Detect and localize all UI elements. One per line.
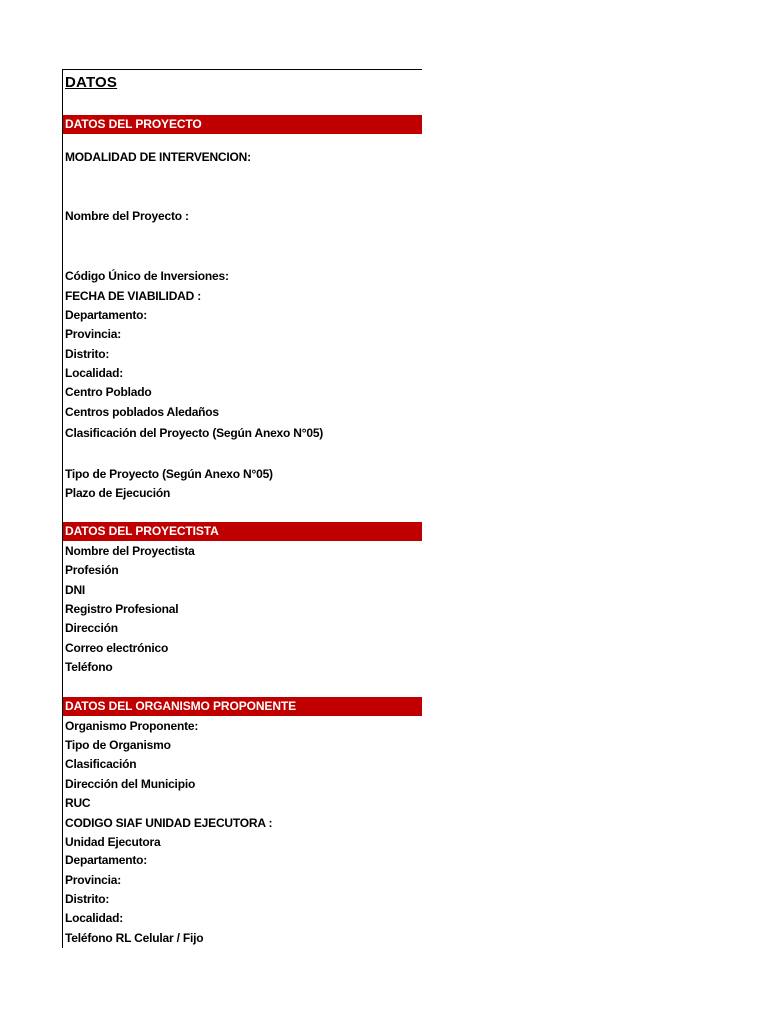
- field-telefono: Teléfono: [65, 660, 113, 674]
- field-localidad: Localidad:: [65, 366, 124, 380]
- field-departamento: Departamento:: [65, 308, 148, 322]
- field-centros-aledanos: Centros poblados Aledaños: [65, 405, 219, 419]
- field-provincia: Provincia:: [65, 327, 122, 341]
- field-nombre-proyectista: Nombre del Proyectista: [65, 544, 195, 558]
- field-unidad-ejecutora: Unidad Ejecutora: [65, 835, 161, 849]
- field-dni: DNI: [65, 583, 86, 597]
- field-ruc: RUC: [65, 796, 91, 810]
- spreadsheet-sheet: [62, 69, 422, 948]
- field-distrito-org: Distrito:: [65, 892, 110, 906]
- sheet-title: DATOS: [65, 74, 118, 91]
- field-codigo-siaf: CODIGO SIAF UNIDAD EJECUTORA :: [65, 816, 273, 830]
- field-tipo-organismo: Tipo de Organismo: [65, 738, 171, 752]
- field-profesion: Profesión: [65, 563, 119, 577]
- field-clasificacion-proyecto: Clasificación del Proyecto (Según Anexo N°05): [65, 426, 324, 440]
- field-correo-electronico: Correo electrónico: [65, 641, 169, 655]
- field-modalidad-intervencion: MODALIDAD DE INTERVENCION:: [65, 150, 251, 164]
- field-organismo-proponente: Organismo Proponente:: [65, 719, 199, 733]
- field-provincia-org: Provincia:: [65, 873, 122, 887]
- field-direccion: Dirección: [65, 621, 118, 635]
- field-tipo-proyecto: Tipo de Proyecto (Según Anexo N°05): [65, 467, 273, 481]
- section-header-proyectista: DATOS DEL PROYECTISTA: [63, 522, 422, 541]
- field-telefono-rl: Teléfono RL Celular / Fijo: [65, 931, 204, 945]
- section-header-proyecto: DATOS DEL PROYECTO: [63, 115, 422, 134]
- field-fecha-viabilidad: FECHA DE VIABILIDAD :: [65, 289, 202, 303]
- section-header-organismo: DATOS DEL ORGANISMO PROPONENTE: [63, 697, 422, 716]
- field-clasificacion: Clasificación: [65, 757, 137, 771]
- field-plazo-ejecucion: Plazo de Ejecución: [65, 486, 171, 500]
- field-nombre-proyecto: Nombre del Proyecto :: [65, 209, 189, 223]
- field-centro-poblado: Centro Poblado: [65, 385, 152, 399]
- field-departamento-org: Departamento:: [65, 853, 148, 867]
- field-direccion-municipio: Dirección del Municipio: [65, 777, 196, 791]
- field-registro-profesional: Registro Profesional: [65, 602, 179, 616]
- field-codigo-unico: Código Único de Inversiones:: [65, 269, 229, 283]
- field-distrito: Distrito:: [65, 347, 110, 361]
- field-localidad-org: Localidad:: [65, 911, 124, 925]
